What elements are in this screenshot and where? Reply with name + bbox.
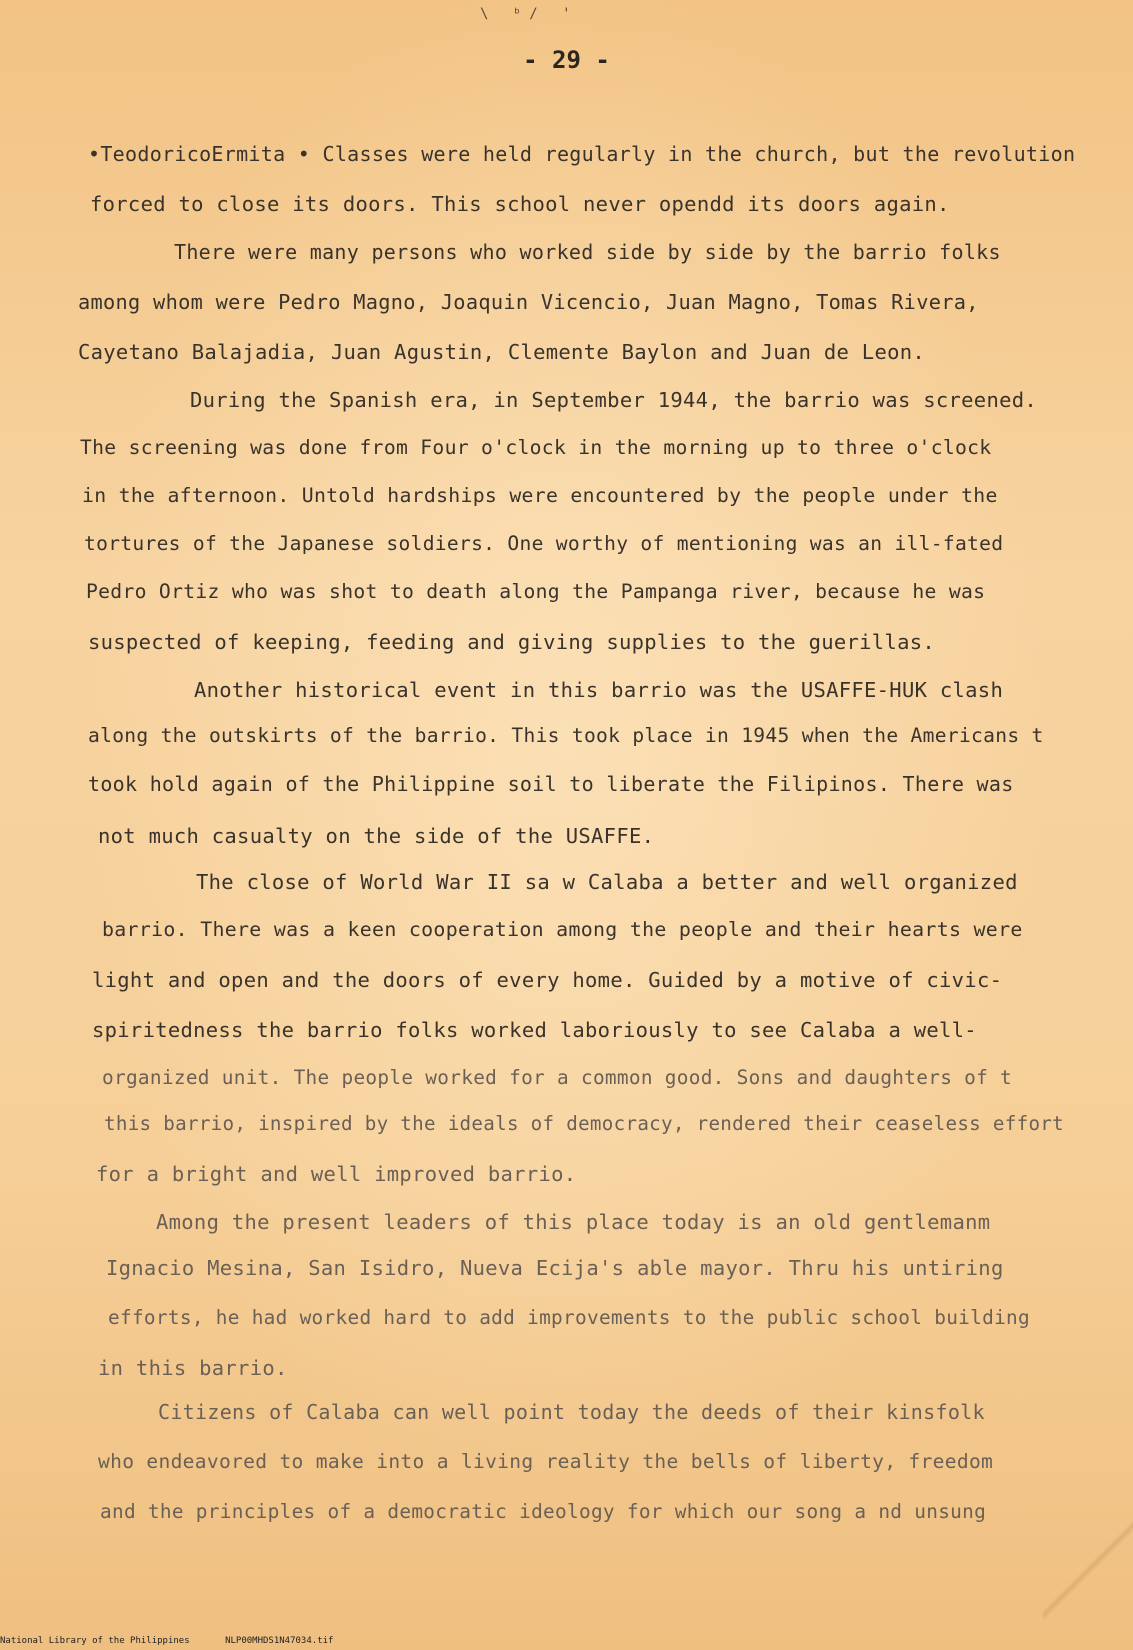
text-line: During the Spanish era, in September 1944, the barrio was screened. (190, 388, 1038, 412)
text-line: Pedro Ortiz who was shot to death along the Pampanga river, because he was (86, 580, 986, 603)
text-line: organized unit. The people worked for a common good. Sons and daughters of t (102, 1066, 1013, 1089)
text-line: this barrio, inspired by the ideals of democracy, rendered their ceaseless effort (104, 1112, 1064, 1135)
text-line: Cayetano Balajadia, Juan Agustin, Clemente Baylon and Juan de Leon. (78, 340, 926, 364)
text-line: among whom were Pedro Magno, Joaquin Vicencio, Juan Magno, Tomas Rivera, (78, 290, 979, 314)
text-line: along the outskirts of the barrio. This took place in 1945 when the Americans t (88, 724, 1044, 747)
text-line: The screening was done from Four o'clock in the morning up to three o'clock (80, 436, 992, 459)
text-line: in this barrio. (98, 1356, 288, 1380)
text-line: not much casualty on the side of the USAFFE. (98, 824, 655, 848)
text-line: Among the present leaders of this place today is an old gentlemanm (156, 1210, 991, 1234)
footer-library: National Library of the Philippines (0, 1636, 190, 1646)
text-line: spiritedness the barrio folks worked laboriously to see Calaba a well- (92, 1018, 977, 1042)
scan-footer (0, 1636, 363, 1646)
text-line: Another historical event in this barrio was the USAFFE-HUK clash (194, 678, 1004, 702)
text-line: for a bright and well improved barrio. (96, 1162, 577, 1186)
page-number: - 29 - (523, 46, 610, 74)
text-line: in the afternoon. Untold hardships were encountered by the people under the (82, 484, 998, 507)
text-line: suspected of keeping, feeding and giving supplies to the guerillas. (88, 630, 936, 654)
text-line: tortures of the Japanese soldiers. One worthy of mentioning was an ill-fated (84, 532, 1004, 555)
text-line: The close of World War II sa w Calaba a better and well organized (196, 870, 1018, 894)
page-fold (1043, 1490, 1133, 1650)
text-line: light and open and the doors of every home. Guided by a motive of civic- (92, 968, 1003, 992)
text-line: efforts, he had worked hard to add improvements to the public school building (108, 1306, 1031, 1329)
text-line: Ignacio Mesina, San Isidro, Nueva Ecija's able mayor. Thru his untiring (106, 1256, 1004, 1280)
footer-file: NLP00MHDS1N47034.tif (225, 1636, 334, 1646)
text-line: took hold again of the Philippine soil to liberate the Filipinos. There was (88, 772, 1014, 796)
text-line: •TeodoricoErmita • Classes were held regularly in the church, but the revolution (88, 142, 1076, 166)
text-line: forced to close its doors. This school never opendd its doors again. (90, 192, 950, 216)
text-line: who endeavored to make into a living reality the bells of liberty, freedom (98, 1450, 994, 1473)
text-line: barrio. There was a keen cooperation among the people and their hearts were (102, 918, 1023, 941)
text-line: and the principles of a democratic ideology for which our song a nd unsung (100, 1500, 987, 1523)
top-marks: \ ᵇ/ ' (480, 6, 579, 22)
text-line: Citizens of Calaba can well point today the deeds of their kinsfolk (158, 1400, 985, 1424)
text-line: There were many persons who worked side by side by the barrio folks (174, 240, 1001, 264)
